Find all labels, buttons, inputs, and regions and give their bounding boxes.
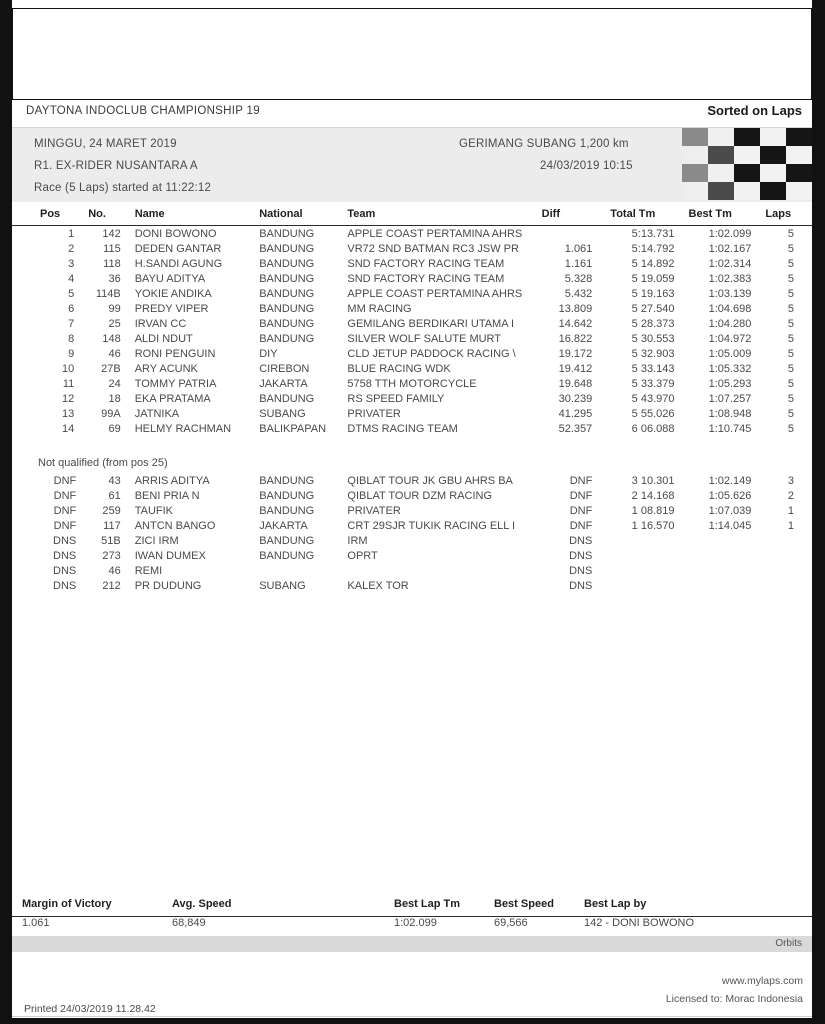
checker-square bbox=[682, 128, 708, 146]
cell-national: BANDUNG bbox=[259, 332, 315, 345]
col-name: Name bbox=[131, 205, 259, 226]
cell-pos: 5 bbox=[68, 287, 75, 300]
cell-pos: 14 bbox=[61, 422, 75, 435]
orbits-label: Orbits bbox=[775, 938, 802, 949]
cell-national: BANDUNG bbox=[259, 272, 315, 285]
checkered-flag-icon bbox=[682, 128, 812, 202]
table-row bbox=[12, 301, 812, 316]
cell-no: 99A bbox=[101, 407, 121, 420]
table-row bbox=[12, 286, 812, 301]
col-no: No. bbox=[82, 205, 130, 226]
table-row bbox=[12, 488, 812, 503]
cell-name: YOKIE ANDIKA bbox=[134, 287, 212, 300]
cell-team: VR72 SND BATMAN RC3 JSW PR bbox=[347, 242, 519, 255]
cell-national: JAKARTA bbox=[259, 519, 308, 532]
cell-team: QIBLAT TOUR JK GBU AHRS BA bbox=[347, 474, 513, 487]
cell-best: 1:07.039 bbox=[708, 504, 752, 517]
cell-no: 46 bbox=[108, 347, 121, 360]
cell-pos: DNS bbox=[53, 534, 77, 547]
cell-best: 1:04.280 bbox=[708, 317, 752, 330]
cell-diff: 19.648 bbox=[558, 377, 593, 390]
cell-best: 1:10.745 bbox=[708, 422, 752, 435]
checker-square bbox=[760, 128, 786, 146]
table-row bbox=[12, 271, 812, 286]
cell-laps: 5 bbox=[787, 332, 794, 345]
cell-team: GEMILANG BERDIKARI UTAMA I bbox=[347, 317, 515, 330]
cell-pos: DNS bbox=[53, 579, 77, 592]
cell-national: SUBANG bbox=[259, 407, 306, 420]
checker-square bbox=[734, 128, 760, 146]
header-blank-band bbox=[12, 8, 812, 100]
checker-square bbox=[708, 164, 734, 182]
cell-diff: DNS bbox=[569, 549, 593, 562]
summary-col-best-speed: Best Speed bbox=[494, 898, 554, 910]
cell-no: 61 bbox=[108, 489, 121, 502]
cell-total: 3 10.301 bbox=[631, 474, 675, 487]
cell-pos: DNS bbox=[53, 564, 77, 577]
cell-pos: 7 bbox=[68, 317, 75, 330]
cell-national: BANDUNG bbox=[259, 317, 315, 330]
col-best-tm: Best Tm bbox=[689, 205, 766, 226]
cell-no: 69 bbox=[108, 422, 121, 435]
cell-national: JAKARTA bbox=[259, 377, 308, 390]
cell-total: 6 06.088 bbox=[631, 422, 675, 435]
cell-no: 114B bbox=[95, 287, 121, 300]
cell-laps: 5 bbox=[787, 257, 794, 270]
cell-laps: 3 bbox=[787, 474, 794, 487]
row-spacer bbox=[12, 436, 812, 453]
cell-laps: 5 bbox=[787, 302, 794, 315]
summary-avg-speed-value: 68,849 bbox=[172, 917, 206, 929]
cell-no: 259 bbox=[102, 504, 121, 517]
cell-total: 5 14.892 bbox=[631, 257, 675, 270]
summary-best-speed-value: 69,566 bbox=[494, 917, 528, 929]
col-pos: Pos bbox=[12, 205, 82, 226]
cell-name: EKA PRATAMA bbox=[134, 392, 211, 405]
cell-team: SILVER WOLF SALUTE MURT bbox=[347, 332, 502, 345]
cell-team: 5758 TTH MOTORCYCLE bbox=[347, 377, 477, 390]
cell-total: 5 43.970 bbox=[631, 392, 675, 405]
cell-no: 25 bbox=[108, 317, 121, 330]
cell-pos: 4 bbox=[68, 272, 75, 285]
spacer-cell bbox=[12, 436, 812, 453]
cell-team: PRIVATER bbox=[347, 407, 401, 420]
cell-name: IWAN DUMEX bbox=[134, 549, 206, 562]
cell-national: BANDUNG bbox=[259, 474, 315, 487]
table-row bbox=[12, 256, 812, 271]
cell-diff: 52.357 bbox=[558, 422, 593, 435]
cell-total: 2 14.168 bbox=[631, 489, 675, 502]
cell-team: SND FACTORY RACING TEAM bbox=[347, 257, 505, 270]
cell-total: 5 28.373 bbox=[631, 317, 675, 330]
cell-diff: 41.295 bbox=[558, 407, 593, 420]
cell-national: BANDUNG bbox=[259, 287, 315, 300]
cell-name: PREDY VIPER bbox=[134, 302, 209, 315]
cell-name: IRVAN CC bbox=[134, 317, 187, 330]
summary-header-row bbox=[12, 898, 812, 917]
cell-name: HELMY RACHMAN bbox=[134, 422, 232, 435]
summary-col-best-lap-by: Best Lap by bbox=[584, 898, 647, 910]
cell-diff: DNF bbox=[569, 474, 593, 487]
cell-best: 1:02.149 bbox=[708, 474, 752, 487]
cell-no: 118 bbox=[103, 257, 121, 270]
cell-national: BANDUNG bbox=[259, 257, 315, 270]
table-row bbox=[12, 518, 812, 533]
cell-diff: DNF bbox=[569, 504, 593, 517]
summary-best-lap-by-value: 142 - DONI BOWONO bbox=[584, 917, 695, 929]
cell-no: 51B bbox=[101, 534, 121, 547]
not-qualified-header-row bbox=[12, 453, 812, 473]
cell-no: 43 bbox=[108, 474, 121, 487]
cell-diff: DNS bbox=[569, 534, 593, 547]
cell-laps: 5 bbox=[787, 272, 794, 285]
cell-best: 1:04.698 bbox=[708, 302, 752, 315]
cell-diff: 30.239 bbox=[558, 392, 593, 405]
cell-pos: 8 bbox=[68, 332, 75, 345]
table-row bbox=[12, 361, 812, 376]
cell-best bbox=[689, 563, 766, 578]
page-edge-left bbox=[0, 0, 12, 1024]
cell-name: ANTCN BANGO bbox=[134, 519, 216, 532]
cell-national: BANDUNG bbox=[259, 392, 315, 405]
cell-pos: 12 bbox=[61, 392, 75, 405]
cell-total: 5 30.553 bbox=[631, 332, 675, 345]
checker-square bbox=[682, 182, 708, 200]
cell-best: 1:02.383 bbox=[708, 272, 752, 285]
col-laps: Laps bbox=[765, 205, 812, 226]
cell-laps: 5 bbox=[787, 407, 794, 420]
cell-total: 5 32.903 bbox=[631, 347, 675, 360]
cell-pos: DNF bbox=[53, 474, 77, 487]
race-timestamp: 24/03/2019 10:15 bbox=[540, 160, 633, 172]
race-start: Race (5 Laps) started at 11:22:12 bbox=[34, 182, 212, 194]
cell-pos: DNF bbox=[53, 519, 77, 532]
cell-laps: 5 bbox=[787, 422, 794, 435]
race-info-block bbox=[12, 127, 812, 202]
checker-square bbox=[786, 146, 812, 164]
table-row bbox=[12, 421, 812, 436]
cell-total: 5 19.163 bbox=[631, 287, 675, 300]
cell-team: SND FACTORY RACING TEAM bbox=[347, 272, 505, 285]
cell-team: RS SPEED FAMILY bbox=[347, 392, 445, 405]
cell-total: 5 27.540 bbox=[631, 302, 675, 315]
cell-no: 36 bbox=[108, 272, 121, 285]
cell-best: 1:07.257 bbox=[708, 392, 752, 405]
col-national: National bbox=[259, 205, 347, 226]
cell-diff: DNF bbox=[569, 489, 593, 502]
cell-no: 273 bbox=[102, 549, 121, 562]
cell-no: 115 bbox=[103, 242, 121, 255]
cell-no: 212 bbox=[102, 579, 121, 592]
table-header bbox=[12, 205, 812, 226]
checker-square bbox=[708, 182, 734, 200]
table-row bbox=[12, 241, 812, 256]
table-row bbox=[12, 376, 812, 391]
cell-no: 148 bbox=[102, 332, 121, 345]
cell-total bbox=[610, 548, 688, 563]
cell-pos: 6 bbox=[68, 302, 75, 315]
cell-best: 1:02.314 bbox=[708, 257, 752, 270]
cell-no: 18 bbox=[108, 392, 121, 405]
cell-laps: 5 bbox=[787, 287, 794, 300]
checker-square bbox=[734, 182, 760, 200]
checker-square bbox=[708, 128, 734, 146]
title-row bbox=[12, 103, 812, 125]
mylaps-website: www.mylaps.com bbox=[721, 975, 803, 987]
cell-pos: 11 bbox=[62, 377, 75, 390]
cell-name: PR DUDUNG bbox=[134, 579, 202, 592]
cell-team: BLUE RACING WDK bbox=[347, 362, 451, 375]
cell-team: IRM bbox=[347, 534, 368, 547]
cell-team: CLD JETUP PADDOCK RACING \ bbox=[347, 347, 516, 360]
cell-name: TAUFIK bbox=[134, 504, 174, 517]
cell-no: 142 bbox=[102, 227, 121, 240]
table-row bbox=[12, 503, 812, 518]
page-edge-right bbox=[812, 0, 825, 1024]
cell-diff: 16.822 bbox=[558, 332, 593, 345]
cell-team: PRIVATER bbox=[347, 504, 401, 517]
summary-col-margin: Margin of Victory bbox=[22, 898, 112, 910]
summary-col-best-lap-tm: Best Lap Tm bbox=[394, 898, 461, 910]
checker-square bbox=[734, 164, 760, 182]
checker-square bbox=[786, 182, 812, 200]
cell-total: 5 55.026 bbox=[631, 407, 675, 420]
cell-national: BANDUNG bbox=[259, 489, 315, 502]
cell-name: DONI BOWONO bbox=[134, 227, 217, 240]
col-total-tm: Total Tm bbox=[610, 205, 688, 226]
cell-best bbox=[689, 548, 766, 563]
cell-pos: 10 bbox=[61, 362, 75, 375]
cell-laps: 1 bbox=[787, 504, 794, 517]
cell-best: 1:05.009 bbox=[708, 347, 752, 360]
cell-laps bbox=[765, 578, 812, 593]
not-qualified-label: Not qualified (from pos 25) bbox=[38, 457, 168, 469]
cell-national: SUBANG bbox=[259, 579, 306, 592]
cell-best: 1:08.948 bbox=[708, 407, 752, 420]
cell-total: 5 33.143 bbox=[631, 362, 675, 375]
cell-pos: 1 bbox=[68, 227, 75, 240]
cell-laps: 5 bbox=[787, 317, 794, 330]
cell-diff: 5.432 bbox=[564, 287, 593, 300]
table-row bbox=[12, 316, 812, 331]
summary-best-lap-tm-value: 1:02.099 bbox=[394, 917, 437, 929]
cell-diff: 14.642 bbox=[558, 317, 593, 330]
checker-square bbox=[734, 146, 760, 164]
cell-total: 5 19.059 bbox=[631, 272, 675, 285]
cell-no: 27B bbox=[101, 362, 121, 375]
cell-pos: 13 bbox=[61, 407, 75, 420]
cell-laps: 5 bbox=[787, 242, 794, 255]
cell-best: 1:14.045 bbox=[708, 519, 752, 532]
page-edge-bottom bbox=[0, 1018, 825, 1024]
cell-diff: 5.328 bbox=[564, 272, 593, 285]
cell-pos: 3 bbox=[68, 257, 75, 270]
cell-national: BALIKPAPAN bbox=[259, 422, 327, 435]
cell-diff: DNS bbox=[569, 564, 593, 577]
col-team: Team bbox=[347, 205, 541, 226]
cell-name: JATNIKA bbox=[134, 407, 180, 420]
sorted-on-label: Sorted on Laps bbox=[707, 103, 802, 118]
cell-laps: 5 bbox=[787, 377, 794, 390]
table-row bbox=[12, 406, 812, 421]
cell-total bbox=[610, 563, 688, 578]
cell-national: BANDUNG bbox=[259, 549, 315, 562]
results-table bbox=[12, 205, 812, 593]
footer-divider bbox=[12, 1016, 812, 1017]
race-date: MINGGU, 24 MARET 2019 bbox=[34, 138, 177, 150]
cell-diff: 19.412 bbox=[558, 362, 593, 375]
table-row bbox=[12, 331, 812, 346]
printed-timestamp: Printed 24/03/2019 11.28.42 bbox=[24, 1003, 156, 1015]
cell-pos: DNF bbox=[53, 489, 77, 502]
cell-name: DEDEN GANTAR bbox=[134, 242, 222, 255]
cell-laps bbox=[765, 548, 812, 563]
cell-diff: DNS bbox=[569, 579, 593, 592]
cell-laps: 5 bbox=[787, 362, 794, 375]
cell-laps: 2 bbox=[787, 489, 794, 502]
cell-laps: 1 bbox=[787, 519, 794, 532]
table-row bbox=[12, 473, 812, 488]
cell-best: 1:05.293 bbox=[708, 377, 752, 390]
cell-name: BENI PRIA N bbox=[134, 489, 200, 502]
table-body bbox=[12, 226, 812, 594]
cell-no: 46 bbox=[108, 564, 121, 577]
cell-name: REMI bbox=[134, 564, 163, 577]
checker-square bbox=[786, 128, 812, 146]
championship-title: DAYTONA INDOCLUB CHAMPIONSHIP 19 bbox=[26, 105, 260, 117]
cell-best: 1:05.332 bbox=[708, 362, 752, 375]
cell-total: 5:13.731 bbox=[631, 227, 675, 240]
checker-square bbox=[760, 164, 786, 182]
cell-pos: DNF bbox=[53, 504, 77, 517]
summary-col-avg-speed: Avg. Speed bbox=[172, 898, 232, 910]
cell-total: 1 08.819 bbox=[631, 504, 675, 517]
results-table-wrap bbox=[12, 205, 812, 593]
cell-team: APPLE COAST PERTAMINA AHRS bbox=[347, 227, 523, 240]
col-diff: Diff bbox=[542, 205, 611, 226]
cell-total bbox=[610, 578, 688, 593]
orbits-bar bbox=[12, 936, 812, 952]
cell-name: ARY ACUNK bbox=[134, 362, 198, 375]
cell-national: BANDUNG bbox=[259, 302, 315, 315]
cell-best: 1:02.167 bbox=[708, 242, 752, 255]
cell-pos: 9 bbox=[68, 347, 75, 360]
cell-no: 117 bbox=[103, 519, 121, 532]
checker-square bbox=[786, 164, 812, 182]
table-row bbox=[12, 578, 812, 593]
cell-best: 1:02.099 bbox=[708, 227, 752, 240]
cell-national: DIY bbox=[259, 347, 278, 360]
table-row bbox=[12, 391, 812, 406]
cell-diff: 19.172 bbox=[558, 347, 593, 360]
cell-total: 5 33.379 bbox=[631, 377, 675, 390]
cell-best: 1:03.139 bbox=[708, 287, 752, 300]
race-name: R1. EX-RIDER NUSANTARA A bbox=[34, 160, 198, 172]
cell-best bbox=[689, 578, 766, 593]
cell-name: ZICI IRM bbox=[134, 534, 179, 547]
cell-best: 1:04.972 bbox=[708, 332, 752, 345]
cell-no: 99 bbox=[108, 302, 121, 315]
cell-laps: 5 bbox=[787, 392, 794, 405]
cell-team: KALEX TOR bbox=[347, 579, 409, 592]
cell-laps bbox=[765, 533, 812, 548]
checker-square bbox=[682, 146, 708, 164]
checker-square bbox=[760, 182, 786, 200]
summary-margin-value: 1.061 bbox=[22, 917, 50, 929]
cell-laps: 5 bbox=[787, 347, 794, 360]
cell-name: H.SANDI AGUNG bbox=[134, 257, 223, 270]
table-row bbox=[12, 226, 812, 242]
cell-total: 1 16.570 bbox=[631, 519, 675, 532]
cell-diff: DNF bbox=[569, 519, 593, 532]
cell-diff: 13.809 bbox=[558, 302, 593, 315]
circuit-name: GERIMANG SUBANG 1,200 km bbox=[459, 138, 629, 150]
cell-team: OPRT bbox=[347, 549, 378, 562]
checker-square bbox=[708, 146, 734, 164]
cell-name: RONI PENGUIN bbox=[134, 347, 216, 360]
cell-name: BAYU ADITYA bbox=[134, 272, 206, 285]
cell-team: CRT 29SJR TUKIK RACING ELL I bbox=[347, 519, 516, 532]
cell-laps bbox=[765, 563, 812, 578]
cell-team: DTMS RACING TEAM bbox=[347, 422, 458, 435]
cell-laps: 5 bbox=[787, 227, 794, 240]
cell-total bbox=[610, 533, 688, 548]
table-row bbox=[12, 548, 812, 563]
cell-diff: 1.061 bbox=[564, 242, 593, 255]
cell-diff: 1.161 bbox=[564, 257, 593, 270]
cell-name: TOMMY PATRIA bbox=[134, 377, 217, 390]
table-row bbox=[12, 346, 812, 361]
cell-national bbox=[259, 563, 347, 578]
checker-square bbox=[682, 164, 708, 182]
table-row bbox=[12, 563, 812, 578]
licensed-to: Licensed to: Morac Indonesia bbox=[665, 993, 803, 1005]
cell-team: QIBLAT TOUR DZM RACING bbox=[347, 489, 493, 502]
cell-best: 1:05.626 bbox=[708, 489, 752, 502]
cell-name: ALDI NDUT bbox=[134, 332, 193, 345]
cell-team bbox=[347, 563, 541, 578]
cell-diff bbox=[542, 226, 611, 242]
cell-total: 5:14.792 bbox=[631, 242, 675, 255]
cell-national: CIREBON bbox=[259, 362, 310, 375]
cell-pos: 2 bbox=[68, 242, 75, 255]
cell-name: ARRIS ADITYA bbox=[134, 474, 210, 487]
cell-national: BANDUNG bbox=[259, 242, 315, 255]
cell-no: 24 bbox=[108, 377, 121, 390]
cell-national: BANDUNG bbox=[259, 534, 315, 547]
cell-team: MM RACING bbox=[347, 302, 412, 315]
cell-national: BANDUNG bbox=[259, 504, 315, 517]
checker-square bbox=[760, 146, 786, 164]
cell-team: APPLE COAST PERTAMINA AHRS bbox=[347, 287, 523, 300]
cell-national: BANDUNG bbox=[259, 227, 315, 240]
cell-best bbox=[689, 533, 766, 548]
cell-pos: DNS bbox=[53, 549, 77, 562]
table-row bbox=[12, 533, 812, 548]
